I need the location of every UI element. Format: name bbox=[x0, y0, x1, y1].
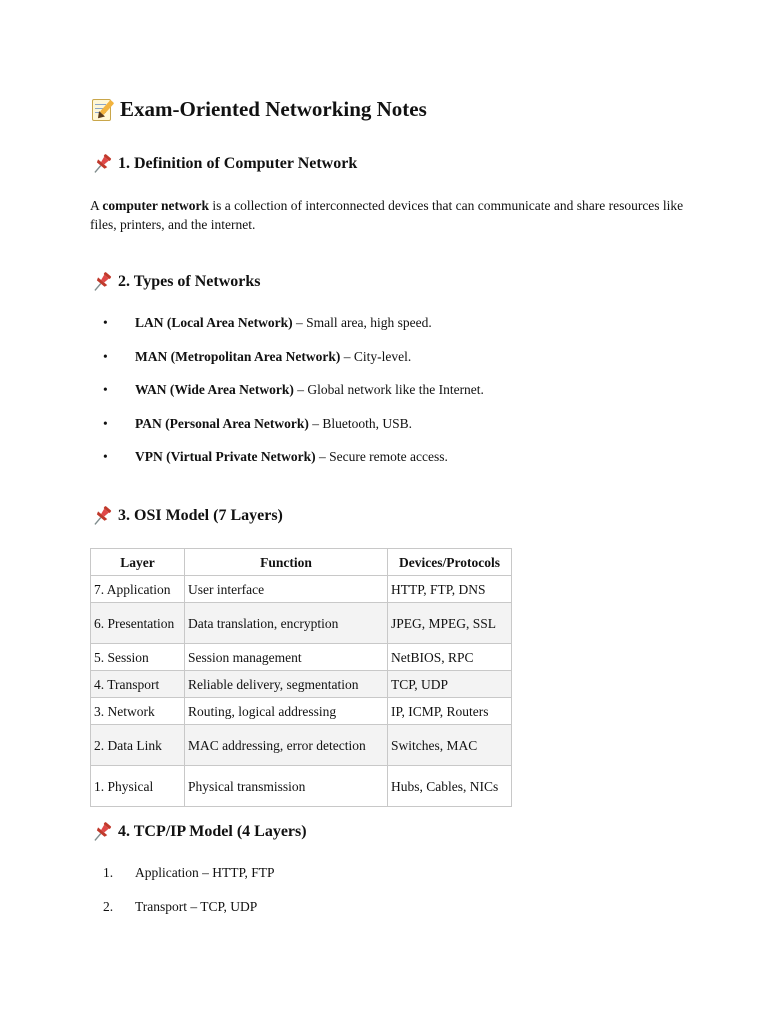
list-item-text: Application – HTTP, FTP bbox=[135, 865, 275, 880]
table-row bbox=[91, 766, 512, 807]
table-cell: Hubs, Cables, NICs bbox=[388, 766, 512, 807]
pushpin-icon bbox=[90, 152, 114, 176]
list-item-desc: – Bluetooth, USB. bbox=[308, 415, 412, 431]
pushpin-icon bbox=[90, 504, 114, 528]
list-item-term: VPN (Virtual Private Network) bbox=[135, 449, 316, 465]
table-cell: Data translation, encryption bbox=[185, 603, 388, 644]
section-heading-osi bbox=[90, 504, 283, 528]
table-cell: Reliable delivery, segmentation bbox=[185, 671, 388, 698]
definition-prefix: A bbox=[90, 198, 103, 213]
table-row bbox=[91, 725, 512, 766]
table-cell: 3. Network bbox=[91, 698, 185, 725]
bullet-marker: • bbox=[103, 348, 108, 364]
list-item-term: LAN (Local Area Network) bbox=[135, 315, 293, 330]
table-cell: IP, ICMP, Routers bbox=[388, 698, 512, 725]
table-header-cell: Function bbox=[185, 549, 388, 576]
list-item bbox=[90, 380, 484, 414]
list-item bbox=[90, 313, 484, 347]
section-heading-text: 1. Definition of Computer Network bbox=[118, 155, 358, 172]
table-header-cell: Layer bbox=[91, 549, 185, 576]
list-item-desc: – Global network like the Internet. bbox=[293, 382, 484, 398]
bullet-marker: • bbox=[103, 449, 108, 465]
list-item bbox=[90, 863, 275, 897]
table-cell: MAC addressing, error detection bbox=[185, 725, 388, 766]
list-number: 1. bbox=[103, 865, 114, 880]
table-cell: 6. Presentation bbox=[91, 603, 185, 644]
list-item-desc: – Secure remote access. bbox=[315, 449, 448, 465]
table-cell: HTTP, FTP, DNS bbox=[388, 576, 512, 603]
tcpip-layers-list bbox=[90, 863, 275, 930]
section-heading-text: 3. OSI Model (7 Layers) bbox=[118, 507, 283, 524]
table-cell: NetBIOS, RPC bbox=[388, 644, 512, 671]
bullet-marker: • bbox=[103, 382, 108, 398]
table-row bbox=[91, 671, 512, 698]
definition-body: is a collection of interconnected devices that can communicate and share resources like files, printers, and the internet. bbox=[90, 198, 684, 232]
section-heading-tcpip bbox=[90, 820, 307, 844]
page-title bbox=[90, 96, 427, 122]
network-types-list bbox=[90, 313, 484, 481]
table-row bbox=[91, 576, 512, 603]
list-item-term: MAN (Metropolitan Area Network) bbox=[135, 348, 341, 364]
section-heading-text: 4. TCP/IP Model (4 Layers) bbox=[118, 823, 307, 840]
table-cell: JPEG, MPEG, SSL bbox=[388, 603, 512, 644]
list-item bbox=[90, 347, 484, 381]
table-cell: Routing, logical addressing bbox=[185, 698, 388, 725]
bullet-marker: • bbox=[103, 315, 108, 330]
definition-term: computer network bbox=[102, 198, 209, 213]
table-header-cell: Devices/Protocols bbox=[388, 549, 512, 576]
pushpin-icon bbox=[90, 820, 114, 844]
list-item bbox=[90, 414, 484, 448]
list-item-term: PAN (Personal Area Network) bbox=[135, 415, 309, 431]
table-cell: Session management bbox=[185, 644, 388, 671]
table-cell: 2. Data Link bbox=[91, 725, 185, 766]
section-heading-definition bbox=[90, 152, 357, 176]
table-cell: Switches, MAC bbox=[388, 725, 512, 766]
table-cell: TCP, UDP bbox=[388, 671, 512, 698]
list-item-desc: – City-level. bbox=[340, 348, 412, 364]
list-item bbox=[90, 897, 275, 931]
list-item bbox=[90, 447, 484, 481]
table-cell: 5. Session bbox=[91, 644, 185, 671]
pushpin-icon bbox=[90, 270, 114, 294]
table-cell: 1. Physical bbox=[91, 766, 185, 807]
table-row bbox=[91, 698, 512, 725]
list-item-desc: – Small area, high speed. bbox=[292, 315, 432, 330]
section-heading-text: 2. Types of Networks bbox=[118, 273, 261, 290]
page-title-text: Exam-Oriented Networking Notes bbox=[120, 96, 427, 121]
table-row bbox=[91, 603, 512, 644]
bullet-marker: • bbox=[103, 415, 108, 431]
list-item-text: Transport – TCP, UDP bbox=[135, 898, 258, 914]
table-cell: Physical transmission bbox=[185, 766, 388, 807]
table-cell: User interface bbox=[185, 576, 388, 603]
table-cell: 4. Transport bbox=[91, 671, 185, 698]
table-cell: 7. Application bbox=[91, 576, 185, 603]
table-row bbox=[91, 644, 512, 671]
osi-model-table bbox=[90, 548, 512, 807]
section-heading-types bbox=[90, 270, 261, 294]
table-header-row bbox=[91, 549, 512, 576]
list-number: 2. bbox=[103, 898, 114, 914]
memo-icon bbox=[90, 96, 114, 122]
list-item-term: WAN (Wide Area Network) bbox=[135, 382, 294, 398]
definition-paragraph bbox=[90, 196, 690, 234]
